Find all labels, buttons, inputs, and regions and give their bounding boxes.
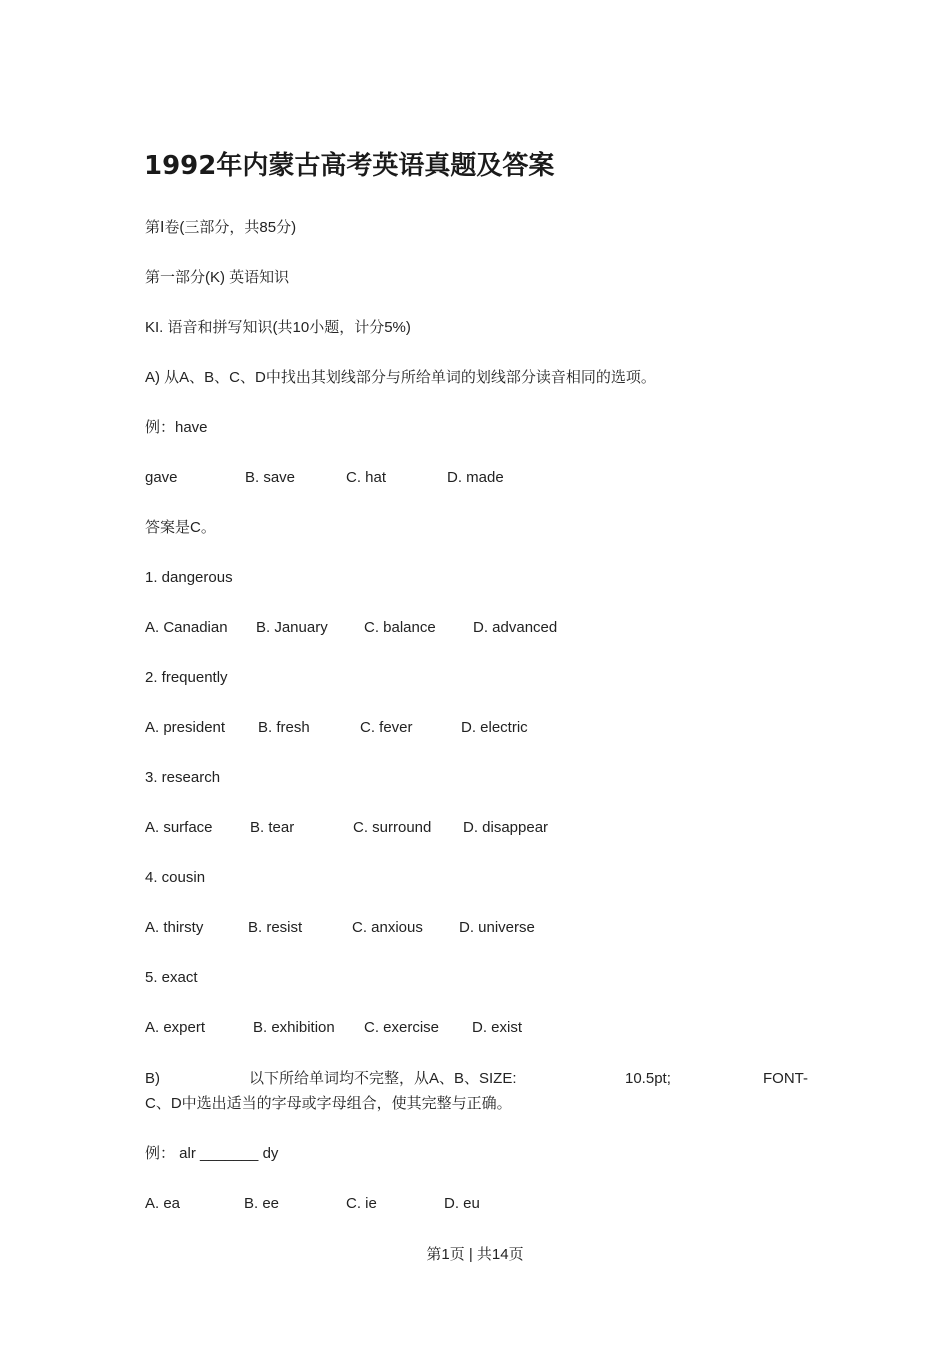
example-a-answer: 答案是C。 xyxy=(145,519,216,536)
option-text: D. disappear xyxy=(463,819,549,836)
option-text: A. expert xyxy=(145,1019,206,1036)
question-stem: 3. research xyxy=(145,769,221,786)
option-text: B. resist xyxy=(248,919,303,936)
option-text: D. advanced xyxy=(473,619,558,636)
option-text: A. Canadian xyxy=(145,619,228,636)
option-text: B. save xyxy=(245,469,296,486)
option-text: C. fever xyxy=(360,719,413,736)
instruction-b-label: B) xyxy=(145,1070,160,1087)
instruction-a: A) 从A、B、C、D中找出其划线部分与所给单词的划线部分读音相同的选项。 xyxy=(145,369,656,386)
option-text: C. surround xyxy=(353,819,432,836)
question-stem: 5. exact xyxy=(145,969,198,986)
option-text: C. hat xyxy=(346,469,387,486)
question-stem: 2. frequently xyxy=(145,669,228,686)
option-text: D. made xyxy=(447,469,504,486)
question-stem: 1. dangerous xyxy=(145,569,233,586)
option-text: C. exercise xyxy=(364,1019,440,1036)
option-text: D. universe xyxy=(459,919,535,936)
option-text: A. thirsty xyxy=(145,919,204,936)
question-stem: 4. cousin xyxy=(145,869,206,886)
option-text: B. tear xyxy=(250,819,295,836)
option-text: C. balance xyxy=(364,619,436,636)
option-text: B. ee xyxy=(244,1195,280,1212)
option-text: D. electric xyxy=(461,719,528,736)
part-heading: 第一部分(K) 英语知识 xyxy=(145,269,290,286)
instruction-b-continued: C、D中选出适当的字母或字母组合，使其完整与正确。 xyxy=(145,1095,512,1112)
option-text: A. ea xyxy=(145,1195,181,1212)
option-text: B. fresh xyxy=(258,719,310,736)
option-text: B. January xyxy=(256,619,328,636)
option-text: D. eu xyxy=(444,1195,480,1212)
option-text: B. exhibition xyxy=(253,1019,335,1036)
instruction-b-text: 以下所给单词均不完整，从A、B、SIZE: xyxy=(249,1070,517,1087)
example-a-stem: 例：have xyxy=(145,419,208,436)
instruction-b-fragment: 10.5pt; xyxy=(625,1070,671,1087)
option-text: A. president xyxy=(145,719,226,736)
option-text: C. ie xyxy=(346,1195,377,1212)
volume-heading: 第Ⅰ卷(三部分，共85分) xyxy=(145,219,297,236)
page-footer: 第1页 | 共14页 xyxy=(426,1246,524,1263)
option-text: A. surface xyxy=(145,819,213,836)
option-text: D. exist xyxy=(472,1019,523,1036)
instruction-b-fragment: FONT- xyxy=(763,1070,808,1087)
section-heading: KI. 语音和拼写知识(共10小题，计分5%) xyxy=(145,319,411,336)
example-b-stem: 例： alr _______ dy xyxy=(145,1145,279,1162)
option-text: gave xyxy=(145,469,178,486)
document-title: 1992年内蒙古高考英语真题及答案 xyxy=(144,151,555,181)
option-text: C. anxious xyxy=(352,919,423,936)
